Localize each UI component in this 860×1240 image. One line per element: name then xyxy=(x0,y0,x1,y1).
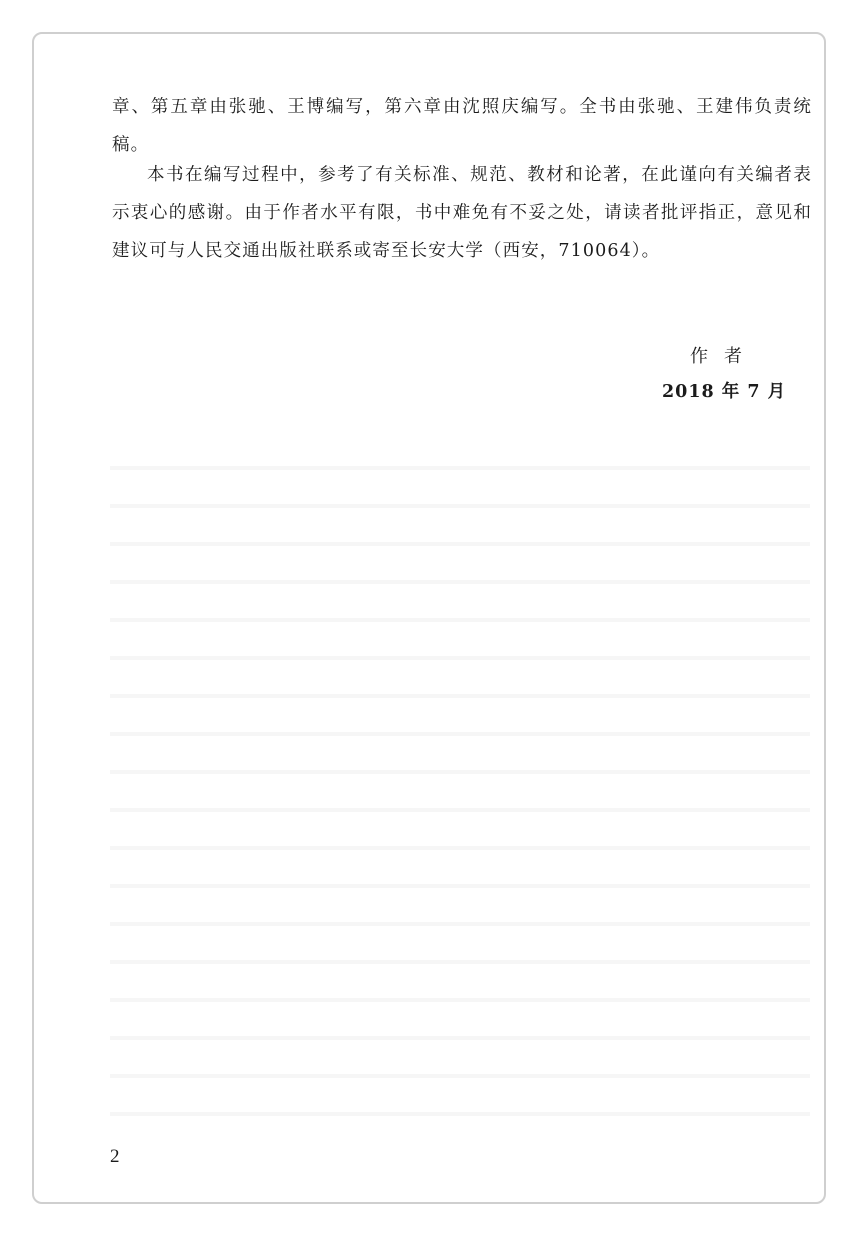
page-number: 2 xyxy=(110,1146,120,1167)
paragraph-continuation: 章、第五章由张驰、王博编写，第六章由沈照庆编写。全书由张驰、王建伟负责统稿。 xyxy=(112,97,812,155)
paragraph-acknowledgement: 本书在编写过程中，参考了有关标准、规范、教材和论著，在此谨向有关编者表示衷心的感谢。由于作者水平有限，书中难免有不妥之处，请读者批评指正，意见和建议可与人民交通出版社联系或寄至长安大学（西安，710064）。 xyxy=(112,165,812,261)
signature-date: 2018 年 7 月 xyxy=(662,382,787,402)
signature-author: 作者 xyxy=(690,346,758,367)
